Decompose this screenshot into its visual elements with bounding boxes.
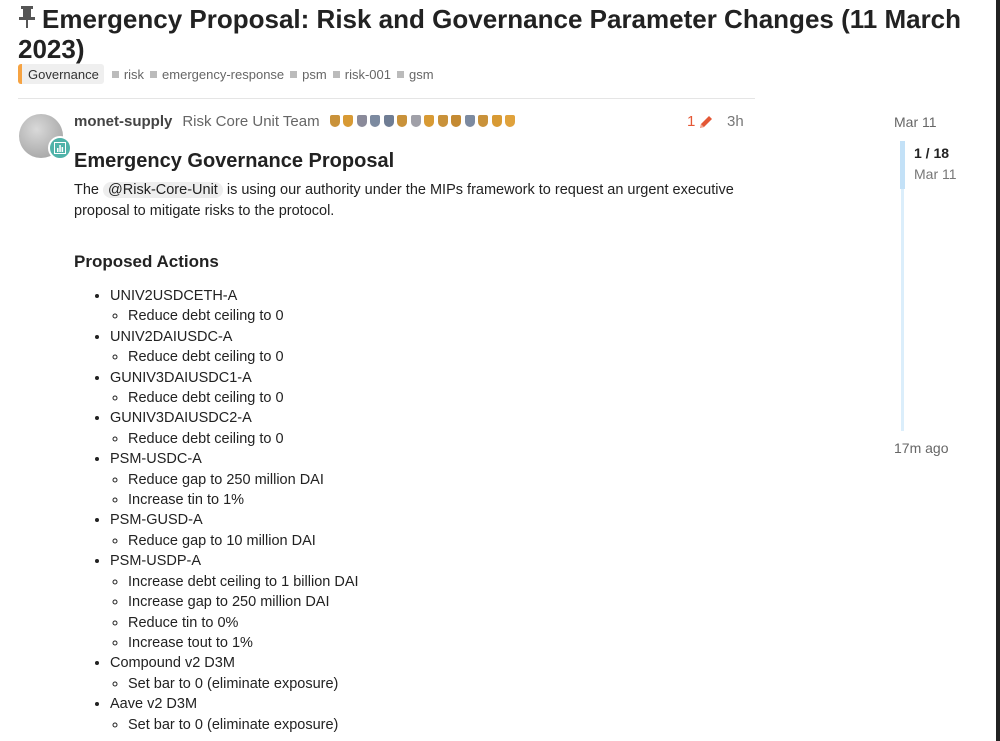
tag-risk[interactable] [112,67,144,82]
action-subitems [110,531,754,551]
topic-title-text: Emergency Proposal: Risk and Governance Parameter Changes (11 March 2023) [18,4,962,64]
action-subitems [110,470,754,511]
post-heading: Emergency Governance Proposal [74,150,395,172]
edit-history-button[interactable] [687,113,714,130]
edit-count: 1 [687,113,696,130]
window-edge [996,0,1000,741]
action-item [110,327,754,368]
timeline-position: 1 / 18 [914,145,950,161]
intro-text: The [74,182,99,198]
action-subitem: ◦ Reduce gap to 250 million DAI [128,470,754,490]
action-subitem: ◦ Set bar to 0 (eliminate exposure) [128,715,754,735]
action-subitems [110,306,754,326]
tag-square-icon [150,71,157,78]
topic-header [18,4,978,64]
action-name: PSM-USDC-A [110,451,202,468]
pencil-icon [698,114,714,130]
action-name: PSM-GUSD-A [110,512,203,529]
action-subitem: ◦ Increase tout to 1% [128,633,754,653]
tag-label: psm [302,66,327,82]
tag-label: gsm [408,66,434,82]
badge-icon [465,115,475,127]
action-name: GUNIV3DAIUSDC2-A [110,410,252,427]
action-subitem: ◦ Increase debt ceiling to 1 billion DAI [128,572,754,592]
action-subitem: ◦ Reduce debt ceiling to 0 [128,429,754,449]
section-title: Proposed Actions [74,252,219,271]
action-item [110,449,754,510]
tag-gsm[interactable] [397,67,434,82]
badge-icon [492,115,502,127]
action-subitems [110,388,754,408]
user-title: Risk Core Unit Team [182,112,320,130]
action-subitem: ◦ Reduce debt ceiling to 0 [128,347,754,367]
avatar-flair [48,136,72,160]
action-name: UNIV2DAIUSDC-A [110,328,233,345]
mention-link[interactable]: @Risk-Core-Unit [103,182,223,198]
badge-icon [505,115,515,127]
badge-icon [343,115,353,127]
topic-tags [18,64,440,84]
badge-icon [330,115,340,127]
tag-psm[interactable] [290,67,327,82]
action-item [110,551,754,653]
badge-icon [411,115,421,127]
post-author [74,112,519,130]
action-subitem: ◦ Increase tin to 1% [128,490,754,510]
action-subitem: ◦ Reduce gap to 10 million DAI [128,531,754,551]
proposed-actions-list [74,286,754,735]
post-age[interactable]: 3h [727,113,744,130]
tag-square-icon [112,71,119,78]
timeline-position-date: Mar 11 [914,166,957,182]
action-item [110,653,754,694]
action-subitem: ◦ Set bar to 0 (eliminate exposure) [128,674,754,694]
badge-icon [384,115,394,127]
tag-square-icon [333,71,340,78]
category-badge[interactable]: Governance [18,64,104,84]
tag-risk-001[interactable] [333,67,391,82]
action-subitems [110,347,754,367]
tag-label: risk-001 [344,66,391,82]
timeline-end-label[interactable]: 17m ago [894,440,949,456]
action-subitem: ◦ Reduce debt ceiling to 0 [128,388,754,408]
badge-icon [357,115,367,127]
badge-icon [397,115,407,127]
tag-label: emergency-response [162,66,285,82]
action-subitem: ◦ Increase gap to 250 million DAI [128,592,754,612]
action-name: Aave v2 D3M [110,696,198,713]
action-subitem: ◦ Reduce tin to 0% [128,613,754,633]
action-item [110,694,754,735]
tag-emergency-response[interactable] [150,67,284,82]
action-subitems [110,674,754,694]
intro-text: is using our authority under the MIPs framework to request an urgent executive proposal to mitigate risks to the protocol. [74,182,734,219]
action-subitems [110,572,754,654]
timeline-handle[interactable] [900,141,905,189]
action-name: PSM-USDP-A [110,553,202,570]
topic-title[interactable] [18,4,978,64]
tag-square-icon [397,71,404,78]
action-item [110,368,754,409]
header-divider [18,98,755,99]
tag-square-icon [290,71,297,78]
badge-icon [478,115,488,127]
pin-icon [18,5,36,29]
post-body [74,148,754,735]
action-subitems [110,429,754,449]
username[interactable]: monet-supply [74,112,173,130]
action-item [110,510,754,551]
post-intro [74,180,754,222]
badge-icon [438,115,448,127]
action-name: UNIV2USDCETH-A [110,288,238,304]
action-item [110,408,754,449]
user-badges [330,115,519,127]
action-subitem: ◦ Reduce debt ceiling to 0 [128,306,754,326]
action-name: GUNIV3DAIUSDC1-A [110,369,252,386]
badge-icon [370,115,380,127]
action-item [110,286,754,327]
badge-icon [451,115,461,127]
chart-icon [54,142,66,154]
action-subitems [110,715,754,735]
tag-label: risk [123,66,145,82]
action-name: Compound v2 D3M [110,655,235,672]
badge-icon [424,115,434,127]
timeline-start-date[interactable]: Mar 11 [894,114,937,130]
